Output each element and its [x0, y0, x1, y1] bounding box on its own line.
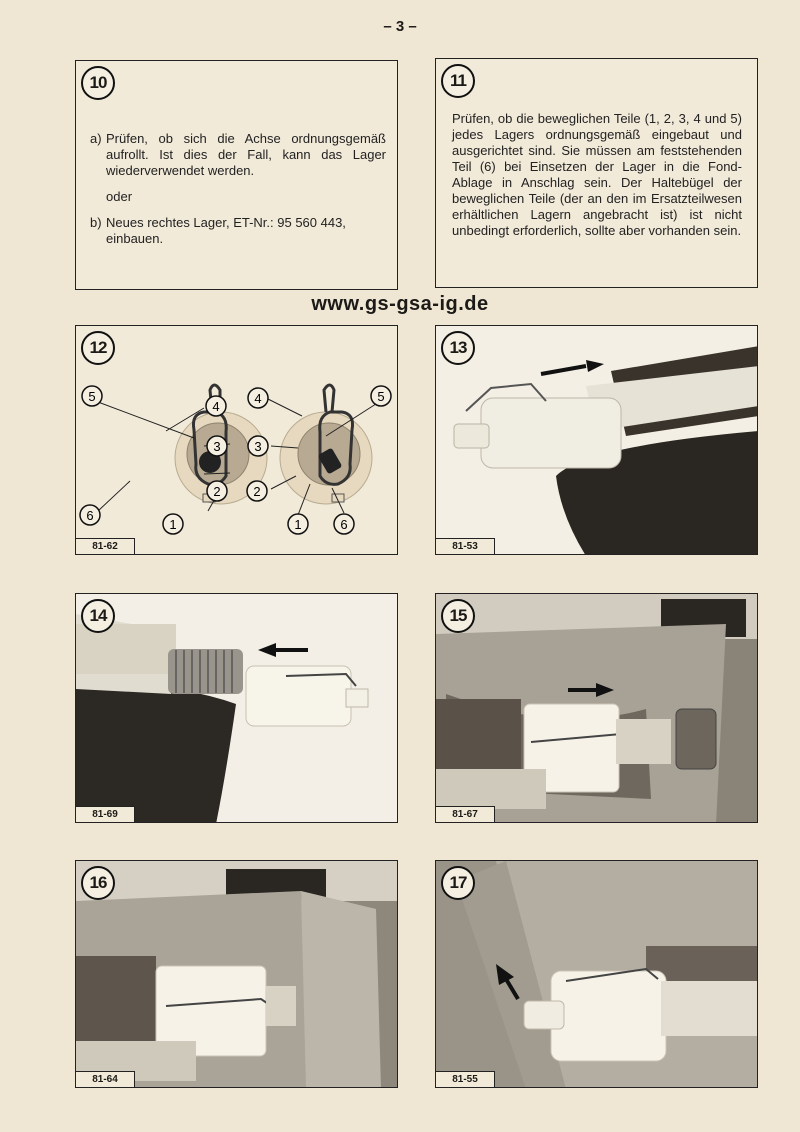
option-b-label: b) [90, 215, 102, 230]
step-13-panel [435, 325, 758, 555]
label-right-5: 5 [377, 389, 385, 404]
step-11-panel [435, 58, 758, 288]
photo-15 [436, 594, 758, 823]
label-left-2: 2 [213, 484, 221, 499]
step-number: 13 [441, 331, 475, 365]
label-right-6: 6 [340, 517, 348, 532]
photo-14 [76, 594, 398, 823]
step-10-panel [75, 60, 398, 290]
figure-code: 81-53 [436, 538, 495, 554]
website-url: www.gs-gsa-ig.de [311, 293, 489, 315]
option-a-text: Prüfen, ob sich die Achse ordnungsgemäß aufrollt. Ist dies der Fall, kann das Lager wiederverwendet werden. [106, 131, 386, 178]
label-left-5: 5 [88, 389, 96, 404]
label-left-3: 3 [213, 439, 221, 454]
figure-code: 81-67 [436, 806, 495, 822]
step-number: 11 [441, 64, 475, 98]
figure-code: 81-55 [436, 1071, 495, 1087]
label-right-4: 4 [254, 391, 262, 406]
label-left-4: 4 [212, 399, 220, 414]
option-a-label: a) [90, 131, 102, 146]
step-11-text: Prüfen, ob die beweglichen Teile (1, 2, 3, 4 und 5) jedes Lagers ordnungsgemäß eingebaut und ausgerichtet sind. Sie müssen am feststehenden Teil (6) bei Einsetzen der Lager in die Fond-Ablage in Anschlag sein. Der Haltebügel der beweglichen Teile (der an den im Ersatzteilwesen erhältlichen Lagern angebracht ist) ist nicht unbedingt erforderlich, sollte aber vorhanden sein. [452, 111, 742, 238]
photo-16 [76, 861, 398, 1088]
step-16-panel [75, 860, 398, 1088]
label-right-2: 2 [253, 484, 261, 499]
label-left-6: 6 [86, 508, 94, 523]
bearing-diagram [76, 326, 398, 555]
figure-code: 81-62 [76, 538, 135, 554]
step-10-text [90, 131, 386, 247]
step-15-panel [435, 593, 758, 823]
label-left-1: 1 [169, 517, 177, 532]
label-right-3: 3 [254, 439, 262, 454]
bearing-right [280, 385, 372, 504]
option-b-text: Neues rechtes Lager, ET-Nr.: 95 560 443, einbauen. [106, 215, 346, 246]
oder-text: oder [106, 189, 133, 204]
step-number: 15 [441, 599, 475, 633]
step-17-panel [435, 860, 758, 1088]
step-number: 12 [81, 331, 115, 365]
figure-code: 81-69 [76, 806, 135, 822]
step-14-panel [75, 593, 398, 823]
step-number: 14 [81, 599, 115, 633]
step-12-panel [75, 325, 398, 555]
photo-13 [436, 326, 758, 555]
step-number: 16 [81, 866, 115, 900]
page-number: – 3 – [383, 18, 417, 35]
photo-17 [436, 861, 758, 1088]
step-number: 17 [441, 866, 475, 900]
figure-code: 81-64 [76, 1071, 135, 1087]
step-number: 10 [81, 66, 115, 100]
label-right-1: 1 [294, 517, 302, 532]
